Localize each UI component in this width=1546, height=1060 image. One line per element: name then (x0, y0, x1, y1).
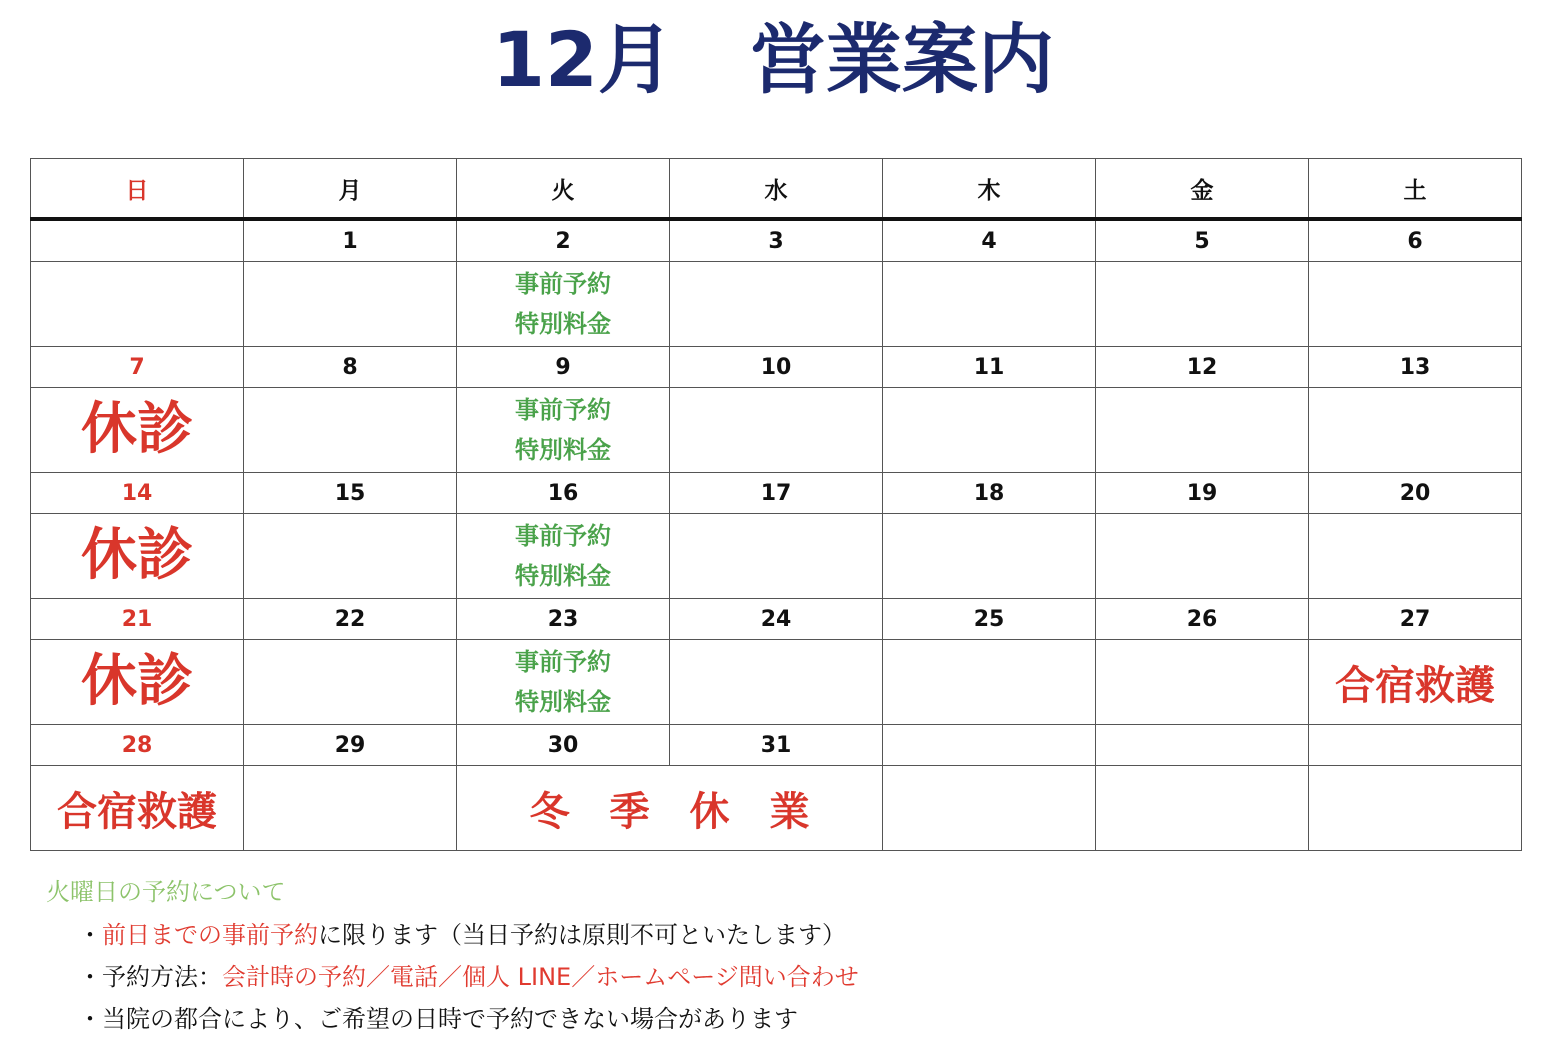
date-cell: 12 (1096, 347, 1309, 388)
content-row (31, 388, 1522, 473)
date-cell: 15 (244, 473, 457, 514)
content-row (31, 514, 1522, 599)
date-cell: 17 (670, 473, 883, 514)
notes-heading: 火曜日の予約について (46, 878, 286, 906)
empty-cell (883, 262, 1096, 347)
note-text: に限ります（当日予約は原則不可といたします） (318, 921, 846, 949)
date-cell: 5 (1096, 219, 1309, 262)
sunday-status: 合宿救護 (31, 766, 244, 851)
date-cell: 16 (457, 473, 670, 514)
date-row (31, 473, 1522, 514)
date-cell: 6 (1309, 219, 1522, 262)
winter-break-cell: 冬 季 休 業 (457, 766, 883, 851)
content-row (31, 640, 1522, 725)
empty-cell (670, 262, 883, 347)
empty-cell (244, 514, 457, 599)
weekday-sunday: 日 (31, 159, 244, 220)
date-cell: 19 (1096, 473, 1309, 514)
date-cell: 21 (31, 599, 244, 640)
weekday-header-row (31, 159, 1522, 220)
date-cell: 28 (31, 725, 244, 766)
note-text: ・予約方法： (78, 963, 222, 991)
tuesday-notes (46, 876, 1506, 1044)
empty-cell (1096, 388, 1309, 473)
special-fee-label: 特別料金 (515, 562, 611, 590)
advance-reservation-label: 事前予約 (515, 270, 611, 298)
saturday-status (1309, 262, 1522, 347)
advance-reservation-label: 事前予約 (515, 648, 611, 676)
special-fee-label: 特別料金 (515, 436, 611, 464)
empty-cell (1309, 766, 1522, 851)
empty-cell (1096, 640, 1309, 725)
date-cell: 10 (670, 347, 883, 388)
note-line-2 (46, 960, 1506, 1002)
date-cell: 23 (457, 599, 670, 640)
date-cell: 8 (244, 347, 457, 388)
tuesday-reservation-cell (457, 262, 670, 347)
date-cell: 14 (31, 473, 244, 514)
date-row (31, 599, 1522, 640)
weekday-monday: 月 (244, 159, 457, 220)
sunday-status: 休診 (31, 388, 244, 473)
date-cell (883, 725, 1096, 766)
note-bullet: ・ (78, 921, 102, 949)
content-row (31, 766, 1522, 851)
date-cell: 4 (883, 219, 1096, 262)
weekday-wednesday: 水 (670, 159, 883, 220)
sunday-status (31, 262, 244, 347)
note-line-1 (46, 918, 1506, 960)
note-highlight: 前日までの事前予約 (102, 921, 318, 949)
date-cell: 11 (883, 347, 1096, 388)
tuesday-reservation-cell (457, 388, 670, 473)
date-cell: 13 (1309, 347, 1522, 388)
date-cell: 29 (244, 725, 457, 766)
weekday-saturday: 土 (1309, 159, 1522, 220)
tuesday-reservation-cell (457, 640, 670, 725)
empty-cell (883, 514, 1096, 599)
date-cell: 22 (244, 599, 457, 640)
note-line-3: ・当院の都合により、ご希望の日時で予約できない場合があります (78, 1005, 798, 1033)
special-fee-label: 特別料金 (515, 688, 611, 716)
saturday-status (1309, 514, 1522, 599)
saturday-status: 合宿救護 (1309, 640, 1522, 725)
empty-cell (670, 388, 883, 473)
date-cell: 1 (244, 219, 457, 262)
reservation-methods: 会計時の予約／電話／個人 LINE／ホームページ問い合わせ (222, 963, 859, 991)
empty-cell (1096, 766, 1309, 851)
content-row (31, 262, 1522, 347)
empty-cell (883, 640, 1096, 725)
date-cell: 3 (670, 219, 883, 262)
date-cell: 9 (457, 347, 670, 388)
tuesday-reservation-cell (457, 514, 670, 599)
empty-cell (244, 388, 457, 473)
date-cell: 24 (670, 599, 883, 640)
date-cell: 2 (457, 219, 670, 262)
weekday-tuesday: 火 (457, 159, 670, 220)
special-fee-label: 特別料金 (515, 310, 611, 338)
date-cell: 25 (883, 599, 1096, 640)
date-cell: 26 (1096, 599, 1309, 640)
advance-reservation-label: 事前予約 (515, 522, 611, 550)
date-cell: 18 (883, 473, 1096, 514)
empty-cell (1096, 514, 1309, 599)
page-title: 12月 営業案内 (492, 15, 1054, 104)
empty-cell (1096, 262, 1309, 347)
calendar-table (30, 158, 1522, 851)
empty-cell (670, 640, 883, 725)
date-cell: 20 (1309, 473, 1522, 514)
date-cell: 31 (670, 725, 883, 766)
date-row (31, 347, 1522, 388)
empty-cell (244, 640, 457, 725)
empty-cell (883, 766, 1096, 851)
date-row (31, 725, 1522, 766)
date-cell (31, 219, 244, 262)
sunday-status: 休診 (31, 640, 244, 725)
date-cell (1309, 725, 1522, 766)
empty-cell (244, 262, 457, 347)
advance-reservation-label: 事前予約 (515, 396, 611, 424)
saturday-status (1309, 388, 1522, 473)
weekday-friday: 金 (1096, 159, 1309, 220)
empty-cell (244, 766, 457, 851)
date-cell: 7 (31, 347, 244, 388)
weekday-thursday: 木 (883, 159, 1096, 220)
empty-cell (883, 388, 1096, 473)
date-cell: 27 (1309, 599, 1522, 640)
empty-cell (670, 514, 883, 599)
date-row (31, 219, 1522, 262)
sunday-status: 休診 (31, 514, 244, 599)
date-cell: 30 (457, 725, 670, 766)
date-cell (1096, 725, 1309, 766)
